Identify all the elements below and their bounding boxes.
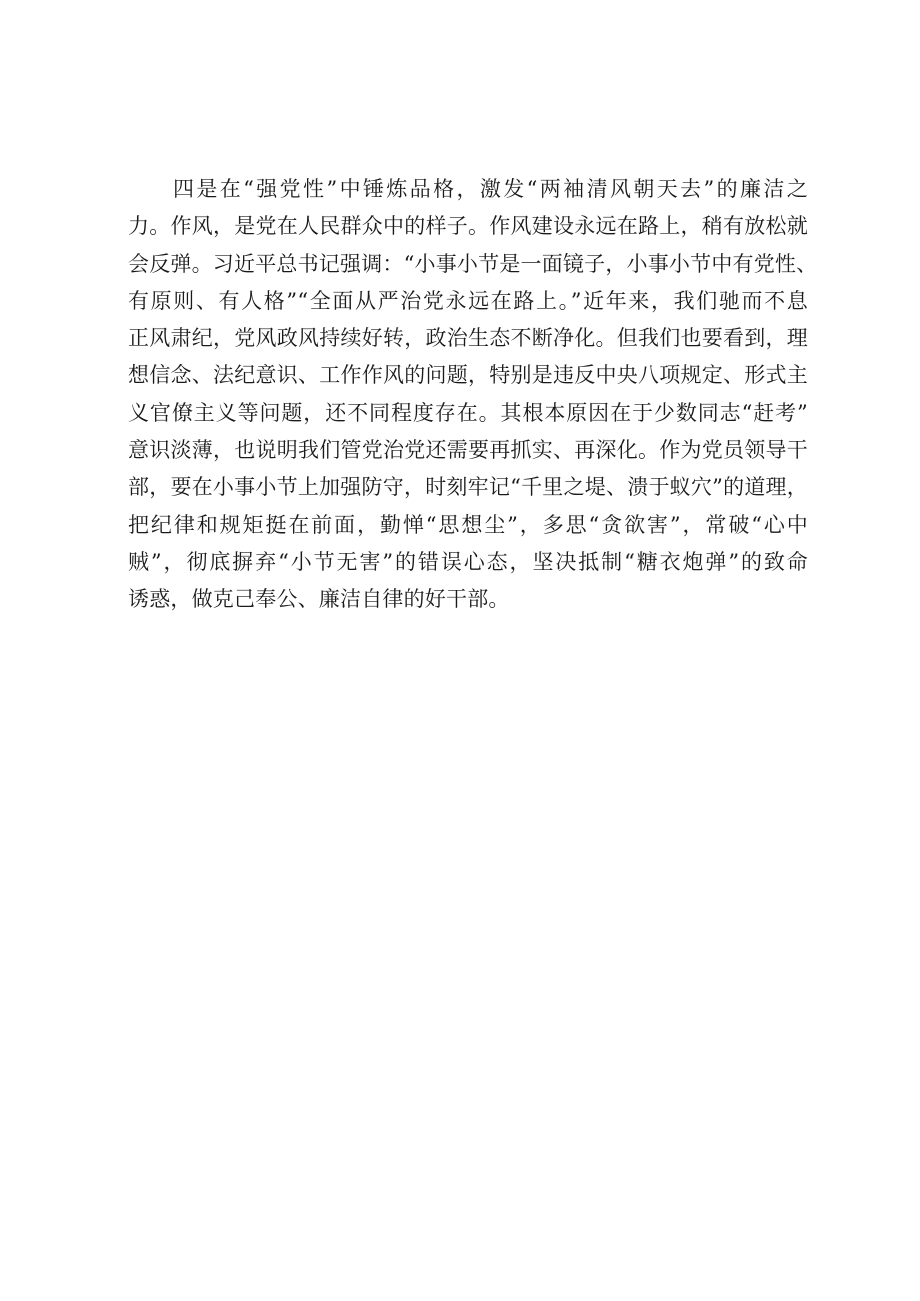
- paragraph-line-11: 贼”，彻底摒弃“小节无害”的错误心态，坚决抵制“糖衣炮弹”的致命: [128, 549, 808, 574]
- paragraph-line-9: 部，要在小事小节上加强防守，时刻牢记“千里之堤、溃于蚁穴”的道理，: [128, 475, 808, 500]
- paragraph-line-3: 会反弹。习近平总书记强调：“小事小节是一面镜子，小事小节中有党性、: [128, 251, 818, 276]
- paragraph-line-10: 把纪律和规矩挺在前面，勤惮“思想尘”，多思“贪欲害”，常破“心中: [128, 512, 808, 537]
- paragraph-line-8: 意识淡薄，也说明我们管党治党还需要再抓实、再深化。作为党员领导干: [128, 438, 808, 463]
- paragraph-line-1: 四是在“强党性”中锤炼品格，激发“两袖清风朝天去”的廉洁之: [173, 177, 808, 201]
- paragraph-line-5: 正风肃纪，党风政风持续好转，政治生态不断净化。但我们也要看到，理: [128, 326, 808, 351]
- paragraph-line-12: 诱惑，做克己奉公、廉洁自律的好干部。: [128, 587, 510, 612]
- paragraph-line-6: 想信念、法纪意识、工作作风的问题，特别是违反中央八项规定、形式主: [128, 363, 808, 388]
- paragraph-line-2: 力。作风，是党在人民群众中的样子。作风建设永远在路上，稍有放松就: [128, 214, 808, 239]
- paragraph-line-4: 有原则、有人格”“全面从严治党永远在路上。”近年来，我们驰而不息: [128, 288, 808, 313]
- paragraph-line-7: 义官僚主义等问题，还不同程度存在。其根本原因在于少数同志“赶考”: [128, 400, 808, 425]
- body-paragraph: [128, 171, 818, 619]
